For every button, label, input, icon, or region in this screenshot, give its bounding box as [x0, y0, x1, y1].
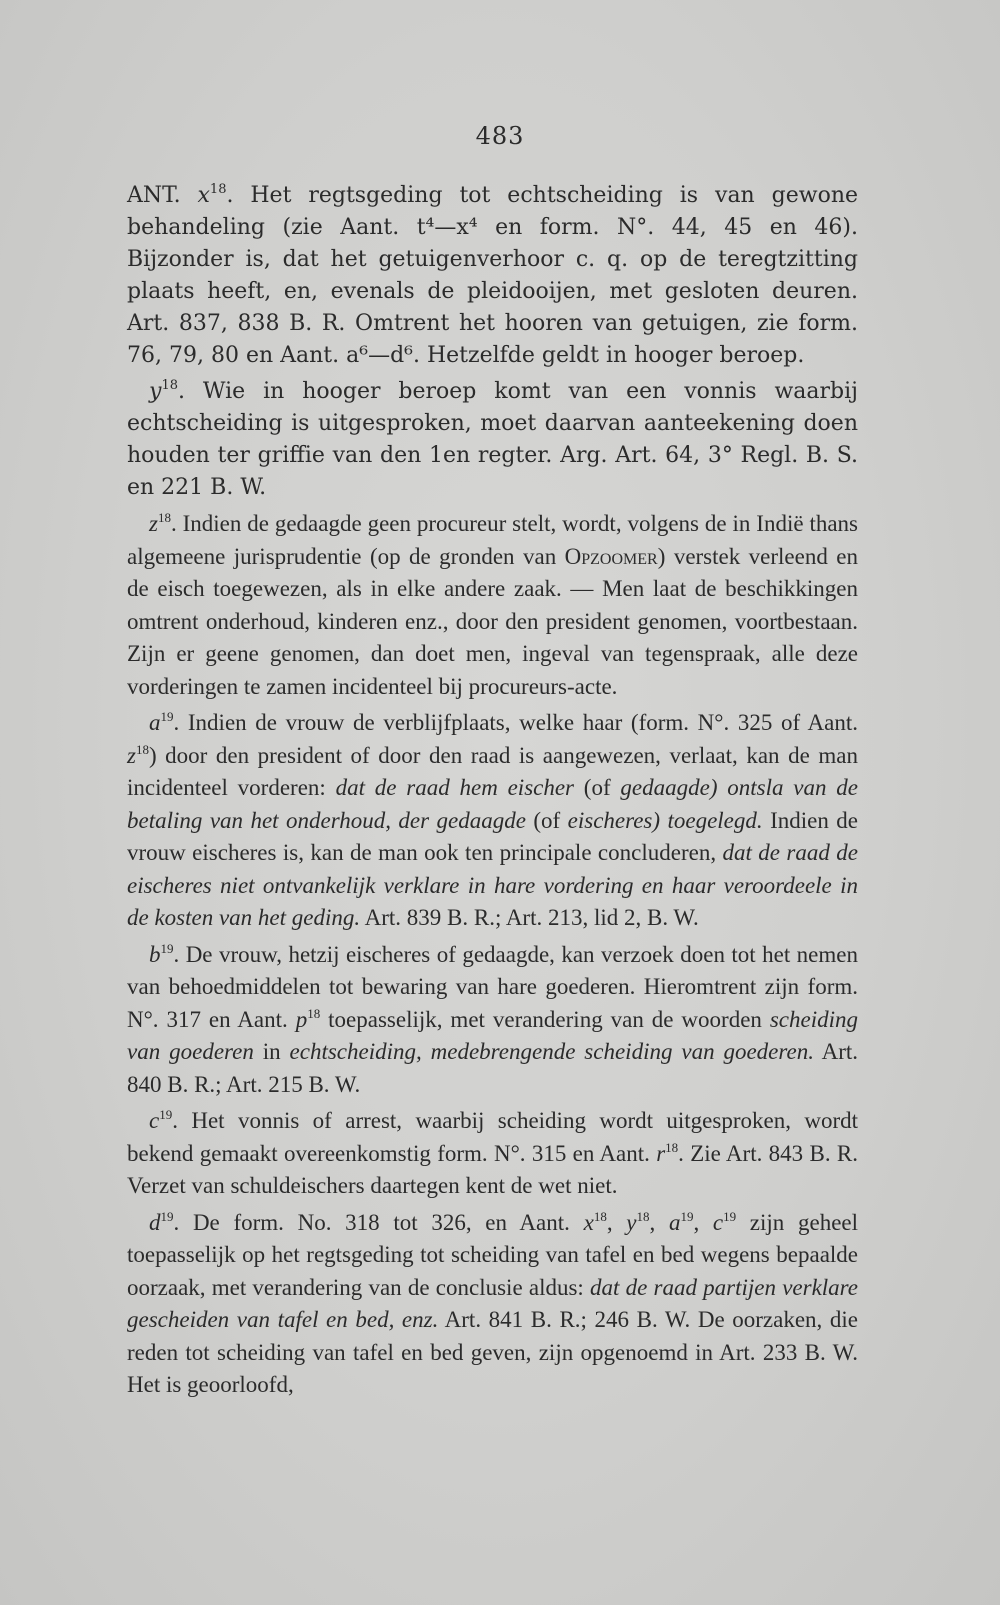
italic-formula: gedaagde) ontsla van de betaling van het onderhoud, der gedaagde: [127, 775, 858, 833]
italic-formula: eischeres) toegelegd.: [567, 807, 763, 833]
inline-note-ref: $y^{18}$: [626, 1208, 650, 1235]
inline-note-ref: $z^{18}$: [127, 741, 149, 768]
paragraph-text: . Het regtsgeding tot echtscheiding is van gewone behandeling (zie Aant. t⁴—x⁴ en form. N°. 44, 45 en 46). Bijzonder is, dat het getuigenverhoor c. q. op de teregtzitting plaats heeft, en, evenals de pleidooijen, met gesloten deuren. Art. 837, 838 B. R. Omtrent het hooren van getuigen, zie form. 76, 79, 80 en Aant. a⁶—d⁶. Hetzelfde geldt in hooger beroep.: [127, 183, 859, 368]
paragraph-text: ) verstek verleend en de eisch toegewezen, als in elke andere zaak. — Men laat de beschikkingen omtrent onderhoud, kinderen enz., door den president genomen, voortbestaan. Zijn er geene genomen, dan doet men, ingeval van tegenspraak, alle deze vorderingen te zamen incidenteel bij procureurs-acte.: [127, 543, 858, 699]
note-key: $x^{18}$: [197, 182, 227, 208]
paragraph-text: . Indien de gedaagde geen procureur stelt, wordt, volgens de in Indië thans algemeene jurisprudentie (op de gronden van: [127, 511, 858, 569]
note-key: $a^{19}$: [149, 709, 174, 735]
italic-phrase: echtscheiding, medebrengende scheiding van goederen.: [289, 1039, 814, 1064]
inline-note-ref: $r^{18}$: [656, 1139, 679, 1166]
note-key: $b^{19}$: [149, 940, 174, 967]
inline-note-ref: $p^{18}$: [295, 1005, 321, 1032]
paragraph-text: . Wie in hooger beroep komt van een vonnis waarbij echtscheiding is uitgesproken, moet daarvan aanteekening doen houden ter griffie van den 1en regter. Arg. Art. 64, 3° Regl. B. S. en 221 B. W.: [127, 379, 858, 500]
italic-formula: dat de raad de eischeres niet ontvankelijk verklare in hare vordering en haar veroordeele in de kosten van het geding.: [127, 840, 858, 930]
text-body: [127, 180, 858, 1402]
paragraph-a19: $a^{19}$. Indien de vrouw de verblijfplaats, welke haar (form. N°. 325 of Aant. $z^{18}$) door den president of door den raad is aangewezen, verlaat, kan de man incidenteel vorderen: dat de raad hem eischer (of gedaagde) ontsla van de betaling van het onderhoud, der gedaagde (of eischeres) toegelegd. Indien de vrouw eischeres is, kan de man ook ten principale concluderen, dat de raad de eischeres niet ontvankelijk verklare in hare vordering en haar veroordeele in de kosten van het geding. Art. 839 B. R.; Art. 213, lid 2, B. W.: [127, 709, 858, 930]
italic-formula: dat de raad partijen verklare gescheiden van tafel en bed, enz.: [127, 1274, 858, 1332]
italic-formula: dat de raad hem eischer: [335, 775, 575, 800]
note-key: $z^{18}$: [149, 510, 171, 536]
inline-note-ref: $a^{19}$: [668, 1208, 694, 1235]
paragraph-z18: [127, 508, 858, 703]
paragraph-x18: [127, 180, 858, 372]
note-key: $d^{19}$: [149, 1208, 174, 1235]
aant-label: ANT.: [127, 183, 181, 208]
paragraph-b19: $b^{19}$. De vrouw, hetzij eischeres of gedaagde, kan verzoek doen tot het nemen van behoedmiddelen tot bewaring van hare goederen. Hieromtrent zijn form. N°. 317 en Aant. $p^{18}$ toepasselijk, met verandering van de woorden scheiding van goederen in echtscheiding, medebrengende scheiding van goederen. Art. 840 B. R.; Art. 215 B. W.: [127, 940, 858, 1097]
page-number: 483: [475, 122, 525, 150]
paragraph-y18: [127, 376, 858, 504]
author-name: Opzoomer: [564, 543, 658, 569]
note-key: $y^{18}$: [149, 378, 178, 404]
note-key: $c^{19}$: [149, 1107, 173, 1133]
inline-note-ref: $c^{19}$: [712, 1208, 737, 1235]
italic-phrase: scheiding van goederen: [127, 1006, 858, 1064]
paragraph-c19: $c^{19}$. Het vonnis of arrest, waarbij scheiding wordt uitgesproken, wordt bekend gemaakt overeenkomstig form. N°. 315 en Aant. $r^{18}$. Zie Art. 843 B. R. Verzet van schuldeischers daartegen kent de wet niet.: [127, 1107, 858, 1198]
paragraph-d19: $d^{19}$. De form. No. 318 tot 326, en Aant. $x^{18}$, $y^{18}$, $a^{19}$, $c^{19}$ zijn geheel toepasselijk op het regtsgeding tot scheiding van tafel en bed wegens bepaalde oorzaak, met verandering van de conclusie aldus: dat de raad partijen verklare gescheiden van tafel en bed, enz. Art. 841 B. R.; 246 B. W. De oorzaken, die reden tot scheiding van tafel en bed geven, zijn opgenoemd in Art. 233 B. W. Het is geoorloofd,: [127, 1208, 859, 1397]
inline-note-ref: $x^{18}$: [583, 1208, 607, 1235]
